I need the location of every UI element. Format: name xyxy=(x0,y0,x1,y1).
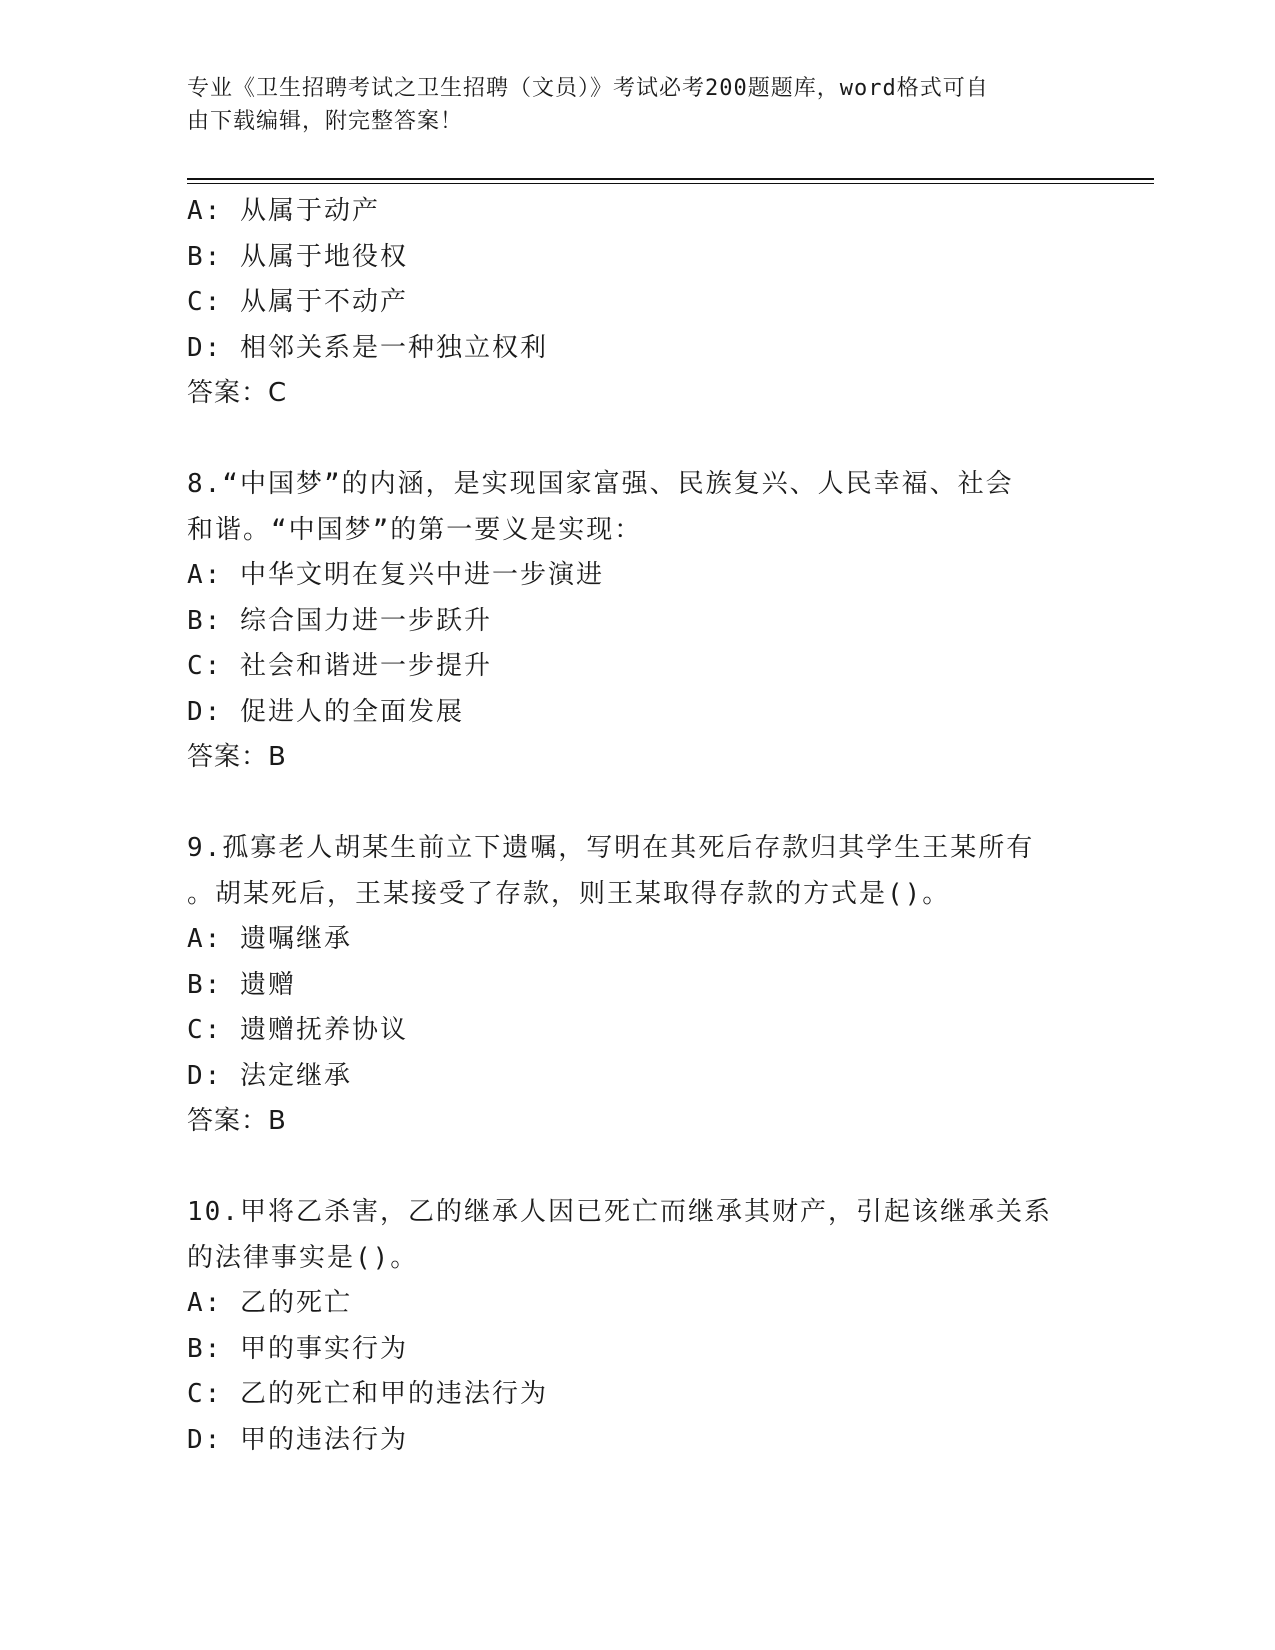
option-c: C: 从属于不动产 xyxy=(187,287,408,317)
question-list xyxy=(187,189,1087,1463)
question-text-line-2: 的法律事实是()。 xyxy=(187,1242,419,1273)
header-divider-thick xyxy=(187,178,1154,180)
question-7 xyxy=(187,189,1087,417)
option-d: D: 甲的违法行为 xyxy=(187,1424,408,1455)
question-text-line-1: 10.甲将乙杀害，乙的继承人因已死亡而继承其财产，引起该继承关系 xyxy=(187,1197,1052,1227)
spacer xyxy=(187,417,1087,463)
document-header xyxy=(187,72,1067,138)
spacer xyxy=(187,781,1087,827)
header-line-1: 专业《卫生招聘考试之卫生招聘（文员）》考试必考200题题库，word格式可自 xyxy=(187,76,989,101)
option-a: A: 乙的死亡 xyxy=(187,1288,352,1318)
question-text-line-1: 9.孤寡老人胡某生前立下遗嘱，写明在其死后存款归其学生王某所有 xyxy=(187,833,1035,863)
option-a: A: 从属于动产 xyxy=(187,196,380,226)
question-9 xyxy=(187,826,1087,1145)
option-d: D: 促进人的全面发展 xyxy=(187,696,464,727)
question-text-line-2: 。胡某死后，王某接受了存款，则王某取得存款的方式是()。 xyxy=(187,878,951,909)
option-c: C: 社会和谐进一步提升 xyxy=(187,651,492,681)
question-text-line-2: 和谐。“中国梦”的第一要义是实现： xyxy=(187,514,643,545)
option-d: D: 相邻关系是一种独立权利 xyxy=(187,332,548,363)
answer-line: 答案：B xyxy=(187,742,287,772)
option-a: A: 遗嘱继承 xyxy=(187,924,352,954)
question-10 xyxy=(187,1190,1087,1463)
header-divider-thin xyxy=(187,183,1154,184)
option-b: B: 甲的事实行为 xyxy=(187,1333,408,1364)
answer-line: 答案：C xyxy=(187,378,288,408)
option-b: B: 遗赠 xyxy=(187,969,296,1000)
option-c: C: 乙的死亡和甲的违法行为 xyxy=(187,1379,548,1409)
question-text-line-1: 8.“中国梦”的内涵，是实现国家富强、民族复兴、人民幸福、社会 xyxy=(187,469,1014,499)
option-c: C: 遗赠抚养协议 xyxy=(187,1015,408,1045)
header-line-2: 由下载编辑，附完整答案！ xyxy=(187,109,464,134)
question-8 xyxy=(187,462,1087,781)
option-b: B: 从属于地役权 xyxy=(187,241,408,272)
spacer xyxy=(187,1145,1087,1191)
option-a: A: 中华文明在复兴中进一步演进 xyxy=(187,560,604,590)
option-d: D: 法定继承 xyxy=(187,1060,352,1091)
option-b: B: 综合国力进一步跃升 xyxy=(187,605,492,636)
answer-line: 答案：B xyxy=(187,1106,287,1136)
